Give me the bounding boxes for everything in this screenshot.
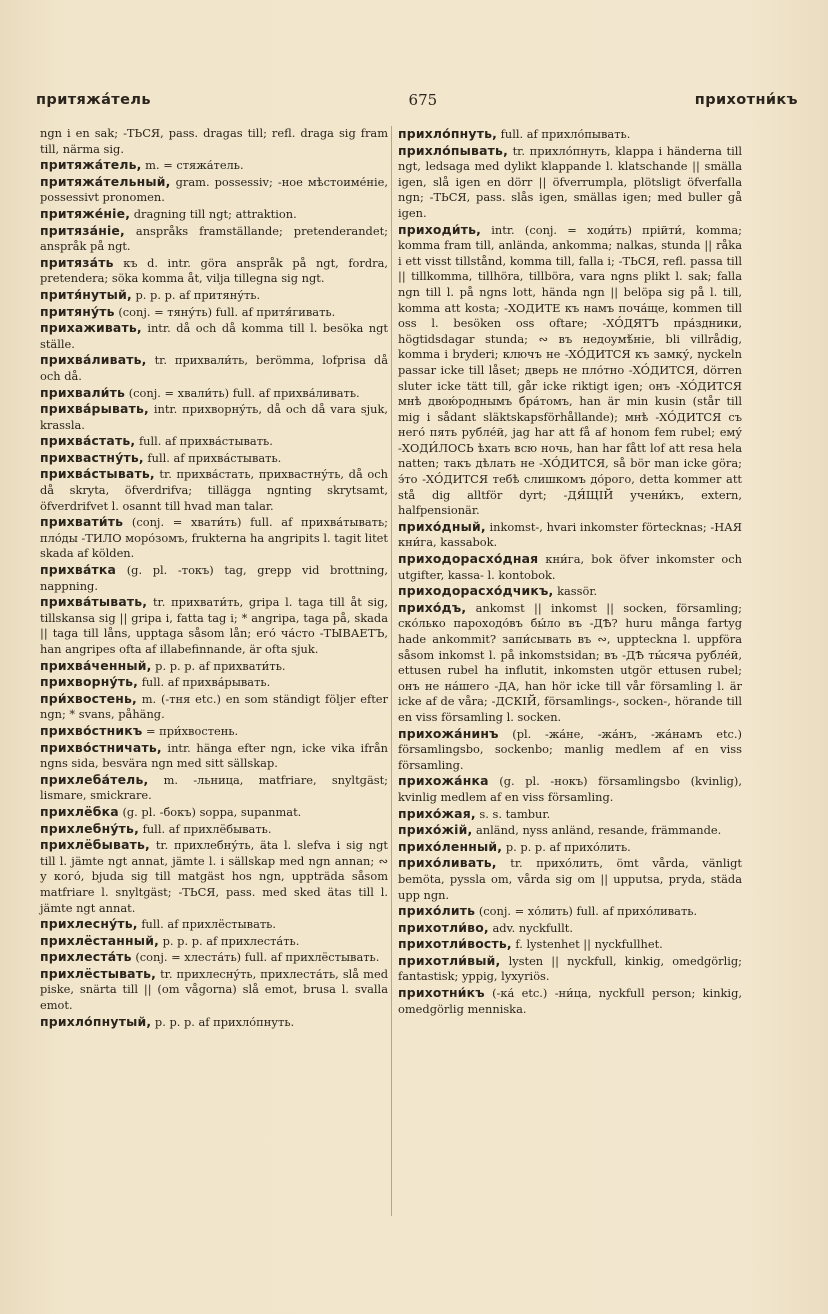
entry-headword: прихожа́нка bbox=[398, 773, 489, 789]
entry-definition: intr. då och då komma till l. besöka ngt ställe. bbox=[40, 321, 389, 351]
dictionary-entry bbox=[398, 839, 742, 856]
entry-headword: прихва́тка bbox=[40, 562, 117, 578]
entry-headword: прихва́стать, bbox=[40, 433, 136, 449]
dictionary-entry bbox=[40, 320, 388, 352]
entry-definition: (-ка́ etc.) -ни́ца, nyckfull person; kinkig, omedgörlig menniska. bbox=[398, 986, 742, 1016]
entry-headword: прихвали́ть bbox=[40, 384, 126, 400]
entry-headword: притяжа́тельный, bbox=[40, 173, 171, 189]
entry-definition: p. p. p. af прихлеста́ть. bbox=[162, 933, 300, 948]
entry-definition: full. af прихло́пывать. bbox=[500, 127, 631, 141]
entry-definition: tr. прихлебну́ть, äta l. slefva i sig ngt till l. jämte ngt annat, jämte l. i sällskap med ngn annan; ∾ у кого́, bjuda sig till matgäst hos ngn, uppträda såsom matfriare l. snyltgäst; -ТЬСЯ, pass. med sked ätas till l. jämte ngt annat. bbox=[40, 838, 388, 915]
entry-definition: (pl. -жа́не, -жа́нъ, -жа́намъ etc.) församlingsbo, sockenbo; manlig medlem af en viss församling. bbox=[398, 726, 742, 772]
dictionary-entry bbox=[398, 806, 742, 823]
entry-headword: прихва́ливать, bbox=[40, 352, 147, 368]
entry-definition: full. af прихлёбывать. bbox=[142, 821, 272, 836]
entry-headword: прихлёстывать, bbox=[40, 965, 157, 981]
entry-headword: прихо́лить bbox=[398, 903, 476, 919]
entry-headword: прихва́стывать, bbox=[40, 466, 155, 482]
entry-definition: tr. прихо́лить, ömt vårda, vänligt bemöta, pyssla om, vårda sig om || upputsa, pryda, städa upp ngn. bbox=[398, 856, 742, 902]
entry-headword: прихво́стникъ bbox=[40, 722, 143, 738]
dictionary-entry bbox=[40, 966, 388, 1014]
entry-definition: full. af прихлёстывать. bbox=[141, 917, 276, 932]
entry-headword: прихотли́вость, bbox=[398, 936, 512, 952]
dictionary-entry bbox=[40, 304, 388, 321]
entry-definition: (g. pl. -токъ) tag, grepp vid brottning, nappning. bbox=[40, 563, 388, 593]
entry-headword: притяну́ть bbox=[40, 303, 115, 319]
entry-definition: (conj. = хлеста́ть) full. af прихлёстывать. bbox=[135, 950, 380, 965]
page-number: 675 bbox=[408, 91, 438, 109]
entry-headword: прихо́ливать, bbox=[398, 855, 497, 871]
dictionary-entry bbox=[398, 726, 742, 774]
entry-headword: прихлеба́тель, bbox=[40, 771, 149, 787]
dictionary-entry bbox=[398, 936, 742, 953]
entry-definition: lysten || nyckfull, kinkig, omedgörlig; fantastisk; yppig, lyxyriös. bbox=[398, 953, 743, 984]
entry-headword: прихло́пнуть, bbox=[398, 126, 498, 141]
dictionary-entry bbox=[40, 287, 388, 304]
entry-definition: къ d. intr. göra anspråk på ngt, fordra, pretendera; söka komma åt, vilja tillegna sig ngt. bbox=[40, 255, 388, 286]
entry-definition: (g. pl. -бокъ) soppa, supanmat. bbox=[122, 804, 302, 819]
dictionary-entry bbox=[40, 949, 388, 966]
left-column bbox=[40, 126, 388, 1030]
entry-headword: притяже́ніе, bbox=[40, 205, 131, 221]
dictionary-entry bbox=[40, 772, 388, 804]
entry-headword: прихлёбывать, bbox=[40, 837, 150, 853]
entry-headword: прихло́пнутый, bbox=[40, 1013, 152, 1029]
dictionary-entry bbox=[40, 562, 388, 594]
dictionary-entry bbox=[398, 583, 742, 600]
entry-headword: прихвастну́ть, bbox=[40, 449, 144, 465]
entry-headword: прихлёстанный, bbox=[40, 932, 159, 948]
dictionary-entry bbox=[40, 740, 388, 772]
entry-headword: прихо́ленный, bbox=[398, 838, 503, 854]
entry-headword: прихо́дъ, bbox=[398, 599, 467, 615]
dictionary-entry bbox=[398, 855, 742, 903]
entry-definition: anländ, nyss anländ, resande, främmande. bbox=[476, 823, 722, 838]
entry-headword: притяжа́тель, bbox=[40, 157, 142, 173]
entry-definition: (conj. = хвати́ть) full. af прихва́тывать; пло́ды -ТИЛО моро́зомъ, frukterna ha angripits l. tagit litet skada af kölden. bbox=[40, 515, 388, 561]
entry-headword: прихлеста́ть bbox=[40, 949, 132, 965]
dictionary-entry bbox=[40, 674, 388, 691]
entry-definition: f. lystenhet || nyckfullhet. bbox=[515, 937, 663, 952]
entry-definition: dragning till ngt; attraktion. bbox=[133, 206, 297, 221]
dictionary-entry bbox=[40, 174, 388, 206]
entry-headword: прихо́жая, bbox=[398, 805, 476, 821]
dictionary-entry bbox=[40, 450, 388, 467]
dictionary-entry bbox=[40, 821, 388, 838]
entry-definition: m. (-тня etc.) en som ständigt följer efter ngn; * svans, påhäng. bbox=[40, 691, 388, 722]
entry-headword: притя́нутый, bbox=[40, 286, 132, 302]
dictionary-entry bbox=[398, 953, 742, 985]
header-left-guide-word: притяжа́тель bbox=[36, 92, 151, 108]
entry-headword: прихаживать, bbox=[40, 320, 142, 336]
entry-definition: intr. hänga efter ngn, icke vika ifrån ngns sida, besvära ngn med sitt sällskap. bbox=[40, 740, 388, 771]
dictionary-entry bbox=[40, 157, 388, 174]
entry-headword: прихожа́нинъ bbox=[398, 725, 499, 741]
entry-definition: (conj. = тяну́ть) full. af притя́гивать. bbox=[118, 304, 336, 319]
column-divider bbox=[391, 126, 392, 1216]
entry-definition: ngn i en sak; -ТЬСЯ, pass. dragas till; refl. draga sig fram till, närma sig. bbox=[40, 126, 388, 156]
entry-definition: full. af прихва́рывать. bbox=[141, 675, 271, 690]
dictionary-entry bbox=[40, 804, 388, 821]
dictionary-entry bbox=[398, 822, 742, 839]
running-header bbox=[36, 88, 798, 112]
dictionary-entry bbox=[40, 916, 388, 933]
entry-headword: прихотли́во, bbox=[398, 919, 489, 935]
entry-headword: прихва́ченный, bbox=[40, 657, 152, 673]
entry-headword: прихло́пывать, bbox=[398, 142, 508, 158]
entry-definition: full. af прихва́стывать. bbox=[138, 434, 273, 449]
entry-definition: inkomst-, hvari inkomster förtecknas; -НАЯ кни́га, kassabok. bbox=[398, 519, 742, 550]
entry-headword: прихво́стничать, bbox=[40, 739, 162, 755]
dictionary-entry bbox=[40, 723, 388, 740]
dictionary-entry bbox=[40, 433, 388, 450]
dictionary-entry bbox=[40, 352, 388, 384]
entry-headword: притяза́ніе, bbox=[40, 222, 125, 238]
entry-definition: full. af прихва́стывать. bbox=[147, 450, 282, 465]
entry-definition: p. p. p. af прихо́лить. bbox=[505, 839, 631, 854]
dictionary-entry bbox=[40, 255, 388, 287]
entry-headword: прихо́жій, bbox=[398, 822, 473, 838]
entry-definition: (conj. = хо́лить) full. af прихо́ливать. bbox=[478, 904, 698, 919]
entry-definition: p. p. p. af прихло́пнуть. bbox=[154, 1014, 295, 1029]
dictionary-entry bbox=[40, 385, 388, 402]
dictionary-entry bbox=[40, 1014, 388, 1031]
dictionary-entry bbox=[40, 658, 388, 675]
entry-definition: ankomst || inkomst || socken, församling; ско́лько пароходо́въ бы́ло въ -ДѢ? huru många fartyg hade ankommit? запи́сывать въ ∾, uppteckna l. uppföra såsom inkomst l. på inkomstsidan; въ -ДѢ ты́сяча рубле́й, ettusen rubel ha influtit, inkomsten utgör ettusen rubel; онъ не на́шего -ДА, han hör icke till vår församling l. är icke af de våra; -ДСКІЙ, församlings-, socken-, hörande till en viss församling l. socken. bbox=[398, 600, 742, 724]
entry-headword: прихлесну́ть, bbox=[40, 916, 138, 932]
dictionary-entry bbox=[40, 401, 388, 433]
dictionary-entry bbox=[40, 837, 388, 916]
dictionary-entry bbox=[40, 594, 388, 657]
dictionary-entry bbox=[40, 466, 388, 514]
entry-headword: прихва́рывать, bbox=[40, 401, 149, 417]
entry-headword: прихвати́ть bbox=[40, 514, 124, 530]
entry-headword: при́хвостень, bbox=[40, 690, 137, 706]
entry-definition: кни́га, bok öfver inkomster och utgifter, kassa- l. kontobok. bbox=[398, 552, 742, 582]
entry-definition: m. -льница, matfriare, snyltgäst; lismare, smickrare. bbox=[40, 772, 388, 803]
entry-definition: p. p. p. af притяну́ть. bbox=[135, 287, 261, 302]
entry-definition: kassör. bbox=[557, 584, 598, 599]
dictionary-entry bbox=[398, 519, 742, 551]
entry-definition: (conj. = хвали́ть) full. af прихва́ливать. bbox=[128, 385, 360, 400]
entry-headword: прихворну́ть, bbox=[40, 674, 139, 690]
dictionary-entry bbox=[398, 985, 742, 1017]
entry-definition: p. p. p. af прихвати́ть. bbox=[155, 658, 286, 673]
entry-definition: intr. (conj. = ходи́ть) прійти́, komma; komma fram till, anlända, ankomma; nalkas, stunda || råka i ett visst tillstånd, komma till, falla i; -ТЬСЯ, refl. passa till || tillkomma, tillhöra, tillböra, vara ngns plikt l. sak; falla ngn till l. på ngns lott, hända ngn || belöpa sig på l. till, komma att kosta; -ХОДИТЕ къ намъ поча́ще, kommen till oss l. besöken oss oftare; -ХО́ДЯТЪ пра́здники, högtidsdagar stunda; ∾ въ недоумѣ́ніе, bli villrådig, komma i bryderi; ключъ не -ХО́ДИТСЯ къ замку́, nyckeln passar icke till låset; дверь не пло́тно -ХО́ДИТСЯ, dörren sluter icke tätt till, går icke riktigt igen; онъ -ХО́ДИТСЯ мнѣ двою́роднымъ бра́томъ, han är min kusin (står till mig i sådant släktskapsförhållande); мнѣ -ХО́ДИТСЯ съ него́ пять рубле́й, jag har att få af honom fem rubel; ему́ -ХОДИ́ЛОСЬ ѣхать всю ночь, han har fått lof att resa hela natten; такъ дѣлать не -ХО́ДИТСЯ, så bör man icke göra; э́то -ХО́ДИТСЯ тебѣ слишкомъ до́рого, detta kommer att stå dig alltför dyrt; -ДЯ́ЩІЙ учени́къ, extern, halfpensionär. bbox=[398, 222, 742, 518]
entry-definition: tr. прихвали́ть, berömma, lofprisa då och då. bbox=[40, 353, 389, 383]
dictionary-entry bbox=[398, 222, 742, 519]
dictionary-entry bbox=[40, 691, 388, 723]
dictionary-entry bbox=[398, 903, 742, 920]
entry-definition: tr. прихло́пнуть, klappa i händerna till ngt, ledsaga med dylikt klappande l. klatschande || smälla igen, slå igen en dörr || öfverrumpla, plötsligt öfverfalla ngn; -ТЬСЯ, pass. slås igen, smällas igen; med buller gå igen. bbox=[398, 143, 742, 220]
dictionary-entry bbox=[398, 920, 742, 937]
entry-headword: прихотни́къ bbox=[398, 985, 485, 1001]
dictionary-entry bbox=[40, 933, 388, 950]
right-column bbox=[398, 126, 742, 1017]
entry-definition: anspråks framställande; pretenderandet; anspråk på ngt. bbox=[40, 223, 388, 254]
entry-definition: s. s. tambur. bbox=[479, 806, 551, 821]
dictionary-entry bbox=[40, 206, 388, 223]
entry-definition: gram. possessiv; -ное мѣстоиме́ніе, possessivt pronomen. bbox=[40, 174, 388, 205]
entry-headword: приходорасхо́дчикъ, bbox=[398, 583, 554, 599]
header-right-guide-word: прихотни́къ bbox=[694, 92, 798, 108]
dictionary-entry bbox=[398, 551, 742, 583]
dictionary-entry bbox=[40, 514, 388, 562]
dictionary-entry bbox=[398, 126, 742, 143]
entry-definition: m. = стяжа́тель. bbox=[145, 158, 244, 173]
entry-headword: прихлёбка bbox=[40, 803, 119, 819]
dictionary-entry bbox=[40, 126, 388, 157]
dictionary-entry bbox=[398, 143, 742, 222]
dictionary-entry bbox=[398, 773, 742, 805]
entry-headword: приходи́ть, bbox=[398, 221, 482, 237]
entry-definition: tr. прихвати́ть, gripa l. taga till åt sig, tillskansa sig || gripa i, fatta tag i; * angripa, taga på, skada || taga till låns, upptaga såsom lån; его́ ча́сто -ТЫВАЕТЪ, han angripes ofta af illabefinnande, är ofta sjuk. bbox=[40, 595, 389, 656]
entry-headword: прихлебну́ть, bbox=[40, 820, 139, 836]
entry-headword: прихотли́вый, bbox=[398, 952, 501, 968]
entry-definition: (g. pl. -нокъ) församlingsbo (kvinlig), kvinlig medlem af en viss församling. bbox=[398, 774, 742, 804]
dictionary-entry bbox=[40, 223, 388, 255]
entry-definition: tr. прихлесну́ть, прихлеста́ть, slå med piske, snärta till || (om vågorna) slå emot, brusa l. svalla emot. bbox=[40, 966, 388, 1013]
entry-headword: прихва́тывать, bbox=[40, 594, 148, 610]
entry-headword: приходорасхо́дная bbox=[398, 551, 539, 567]
entry-headword: притяза́ть bbox=[40, 254, 114, 270]
entry-definition: tr. прихва́стать, прихвастну́ть, då och då skryta, öfverdrifva; tillägga ngnting skrytsamt, öfverdrifvet l. osannt till hvad man talar. bbox=[40, 467, 388, 513]
entry-definition: intr. прихворну́ть, då och då vara sjuk, krassla. bbox=[40, 402, 388, 432]
entry-definition: = при́хвостень. bbox=[145, 723, 239, 738]
entry-headword: прихо́дный, bbox=[398, 518, 486, 534]
entry-definition: adv. nyckfullt. bbox=[492, 920, 573, 935]
dictionary-entry bbox=[398, 600, 742, 726]
